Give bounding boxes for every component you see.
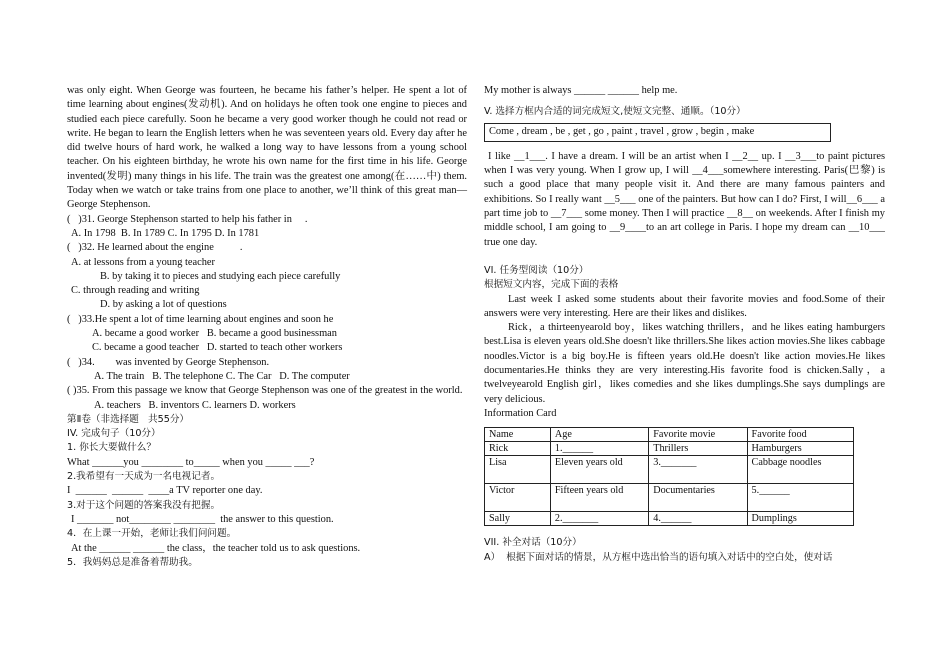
sentence-5-english: My mother is always ______ ______ help me. xyxy=(484,85,678,96)
sentence-1-english: What ______you ________ to_____ when you _____ ___? xyxy=(67,456,315,468)
question-31: ( )31. George Stephenson started to help his father in . xyxy=(67,213,308,225)
sentence-4-chinese: 4．在上课一开始，老师让我们问问题。 xyxy=(67,528,237,540)
question-32-option-b: B. by taking it to pieces and studying each piece carefully xyxy=(100,270,341,282)
cloze-passage: I like __1___. I have a dream. I will be an artist when I __2__ up. I __3___to paint pictures when I was very young. When I grow up, I will __4___somewhere interesting. Paris(巴黎) is such a good place that many people visit it. And there are many famous painters and exhibitions. So I really want __5___ one of the painters. But how can I do? First, I will__6___ a part time job to __7___ some money. Then I will practice __8__ on weekends. After I finish my middle school, I am going to __9____to an art college in Paris. I hope my dream can __10___ true one day. xyxy=(484,150,885,248)
table-header-cell: Name xyxy=(485,428,551,442)
table-cell: Fifteen years old xyxy=(550,484,648,512)
part-two-heading: 第Ⅱ卷（非选择题 共55分） xyxy=(67,413,190,425)
table-row xyxy=(485,512,854,526)
question-32-option-c: C. through reading and writing xyxy=(71,285,200,297)
section-7-instruction: A） 根据下面对话的情景，从方框中选出恰当的语句填入对话中的空白处，使对话 xyxy=(484,551,833,563)
question-35: ( )35. From this passage we know that George Stephenson was one of the greatest in the world. xyxy=(67,385,463,397)
task-paragraph-2: Rick，a thirteenyearold boy，likes watching thrillers，and he likes eating hamburgers best.Lisa is eleven years old.She doesn't like thrillers.She likes action movies.She likes cabbage noodles.Victor is a big boy.He is fifteen years old.He doesn't like action movies.He likes documentaries.He thinks they are very interesting.His favorite food is chicken.Sally，a twelveyearold English girl，likes comedies and she likes dumplings.She says dumplings are very delicious. xyxy=(484,322,885,405)
question-33-options-ab: A. became a good worker B. became a good businessman xyxy=(92,328,337,340)
word-box-text: Come , dream , be , get , go , paint , travel , grow , begin , make xyxy=(489,125,755,137)
question-32: ( )32. He learned about the engine . xyxy=(67,242,243,254)
table-cell: Eleven years old xyxy=(550,456,648,484)
table-row xyxy=(485,456,854,484)
question-35-options: A. teachers B. inventors C. learners D. workers xyxy=(94,399,296,411)
question-34-options: A. The train B. The telephone C. The Car D. The computer xyxy=(94,370,350,382)
reading-passage: was only eight. When George was fourteen, he became his father’s helper. He spent a lot of time learning about engines(发动机). And on holidays he often took one engine to pieces and studied each piece carefully. Soon he became a very good worker though he could not read or write. He began to learn the English letters when he was seventeen years old. Every day after he did twelve hours of hard work, he walked a long way to have lessons from a young school teacher. On his eighteen birthday, he wrote his own name for the first time in his life. George invented(发明) many things in his life. The train was the greatest one among(在……中) them. Today when we watch or take trains from one place to another, we’ll think of this great man—George Stephenson. xyxy=(67,85,467,211)
question-33: ( )33.He spent a lot of time learning about engines and soon he xyxy=(67,313,334,325)
table-cell: Hamburgers xyxy=(747,442,853,456)
table-cell: Lisa xyxy=(485,456,551,484)
section-6-heading: VI. 任务型阅读（10分） xyxy=(484,264,589,276)
question-31-options: A. In 1798 B. In 1789 C. In 1795 D. In 1781 xyxy=(71,227,260,239)
table-cell: 5.______ xyxy=(747,484,853,512)
table-header-row xyxy=(485,428,854,442)
table-cell: Cabbage noodles xyxy=(747,456,853,484)
sentence-3-english: I _______ not________ ________ the answer to this question. xyxy=(71,513,334,525)
table-cell: Thrillers xyxy=(649,442,747,456)
table-cell: 4.______ xyxy=(649,512,747,526)
question-32-option-a: A. at lessons from a young teacher xyxy=(71,256,215,268)
sentence-1-chinese: 1. 你长大要做什么？ xyxy=(67,442,156,454)
right-column xyxy=(484,84,885,565)
sentence-3-chinese: 3.对于这个问题的答案我没有把握。 xyxy=(67,499,221,511)
sentence-2-english: I ______ ______ ____a TV reporter one day. xyxy=(67,485,263,497)
table-cell: Rick xyxy=(485,442,551,456)
table-cell: Victor xyxy=(485,484,551,512)
information-card-title: Information Card xyxy=(484,407,557,419)
sentence-2-chinese: 2.我希望有一天成为一名电视记者。 xyxy=(67,471,221,483)
question-33-options-cd: C. became a good teacher D. started to teach other workers xyxy=(92,342,343,354)
table-cell: Sally xyxy=(485,512,551,526)
information-table xyxy=(484,427,854,526)
section-6-instruction: 根据短文内容，完成下面的表格 xyxy=(484,279,619,291)
table-row xyxy=(485,442,854,456)
table-row xyxy=(485,484,854,512)
table-header-cell: Favorite food xyxy=(747,428,853,442)
table-cell: 1.______ xyxy=(550,442,648,456)
section-5-heading: V. 选择方框内合适的词完成短文,使短文完整、通顺。（10分） xyxy=(484,106,746,118)
section-4-heading: IV. 完成句子（10分） xyxy=(67,428,161,440)
table-cell: 3._______ xyxy=(649,456,747,484)
sentence-5-chinese: 5．我妈妈总是准备着帮助我。 xyxy=(67,556,198,568)
table-header-cell: Favorite movie xyxy=(649,428,747,442)
table-cell: 2._______ xyxy=(550,512,648,526)
task-paragraph-1: Last week I asked some students about their favorite movies and food.Some of their answers were very interesting. Here are their likes and dislikes. xyxy=(484,293,885,319)
table-header-cell: Age xyxy=(550,428,648,442)
sentence-4-english: At the ______ ______ the class，the teacher told us to ask questions. xyxy=(71,542,361,554)
table-cell: Dumplings xyxy=(747,512,853,526)
table-cell: Documentaries xyxy=(649,484,747,512)
question-34: ( )34. was invented by George Stephenson. xyxy=(67,356,270,368)
word-box xyxy=(484,123,831,142)
section-7-heading: VII. 补全对话（10分） xyxy=(484,537,582,549)
question-32-option-d: D. by asking a lot of questions xyxy=(100,299,227,311)
left-column xyxy=(67,84,467,570)
